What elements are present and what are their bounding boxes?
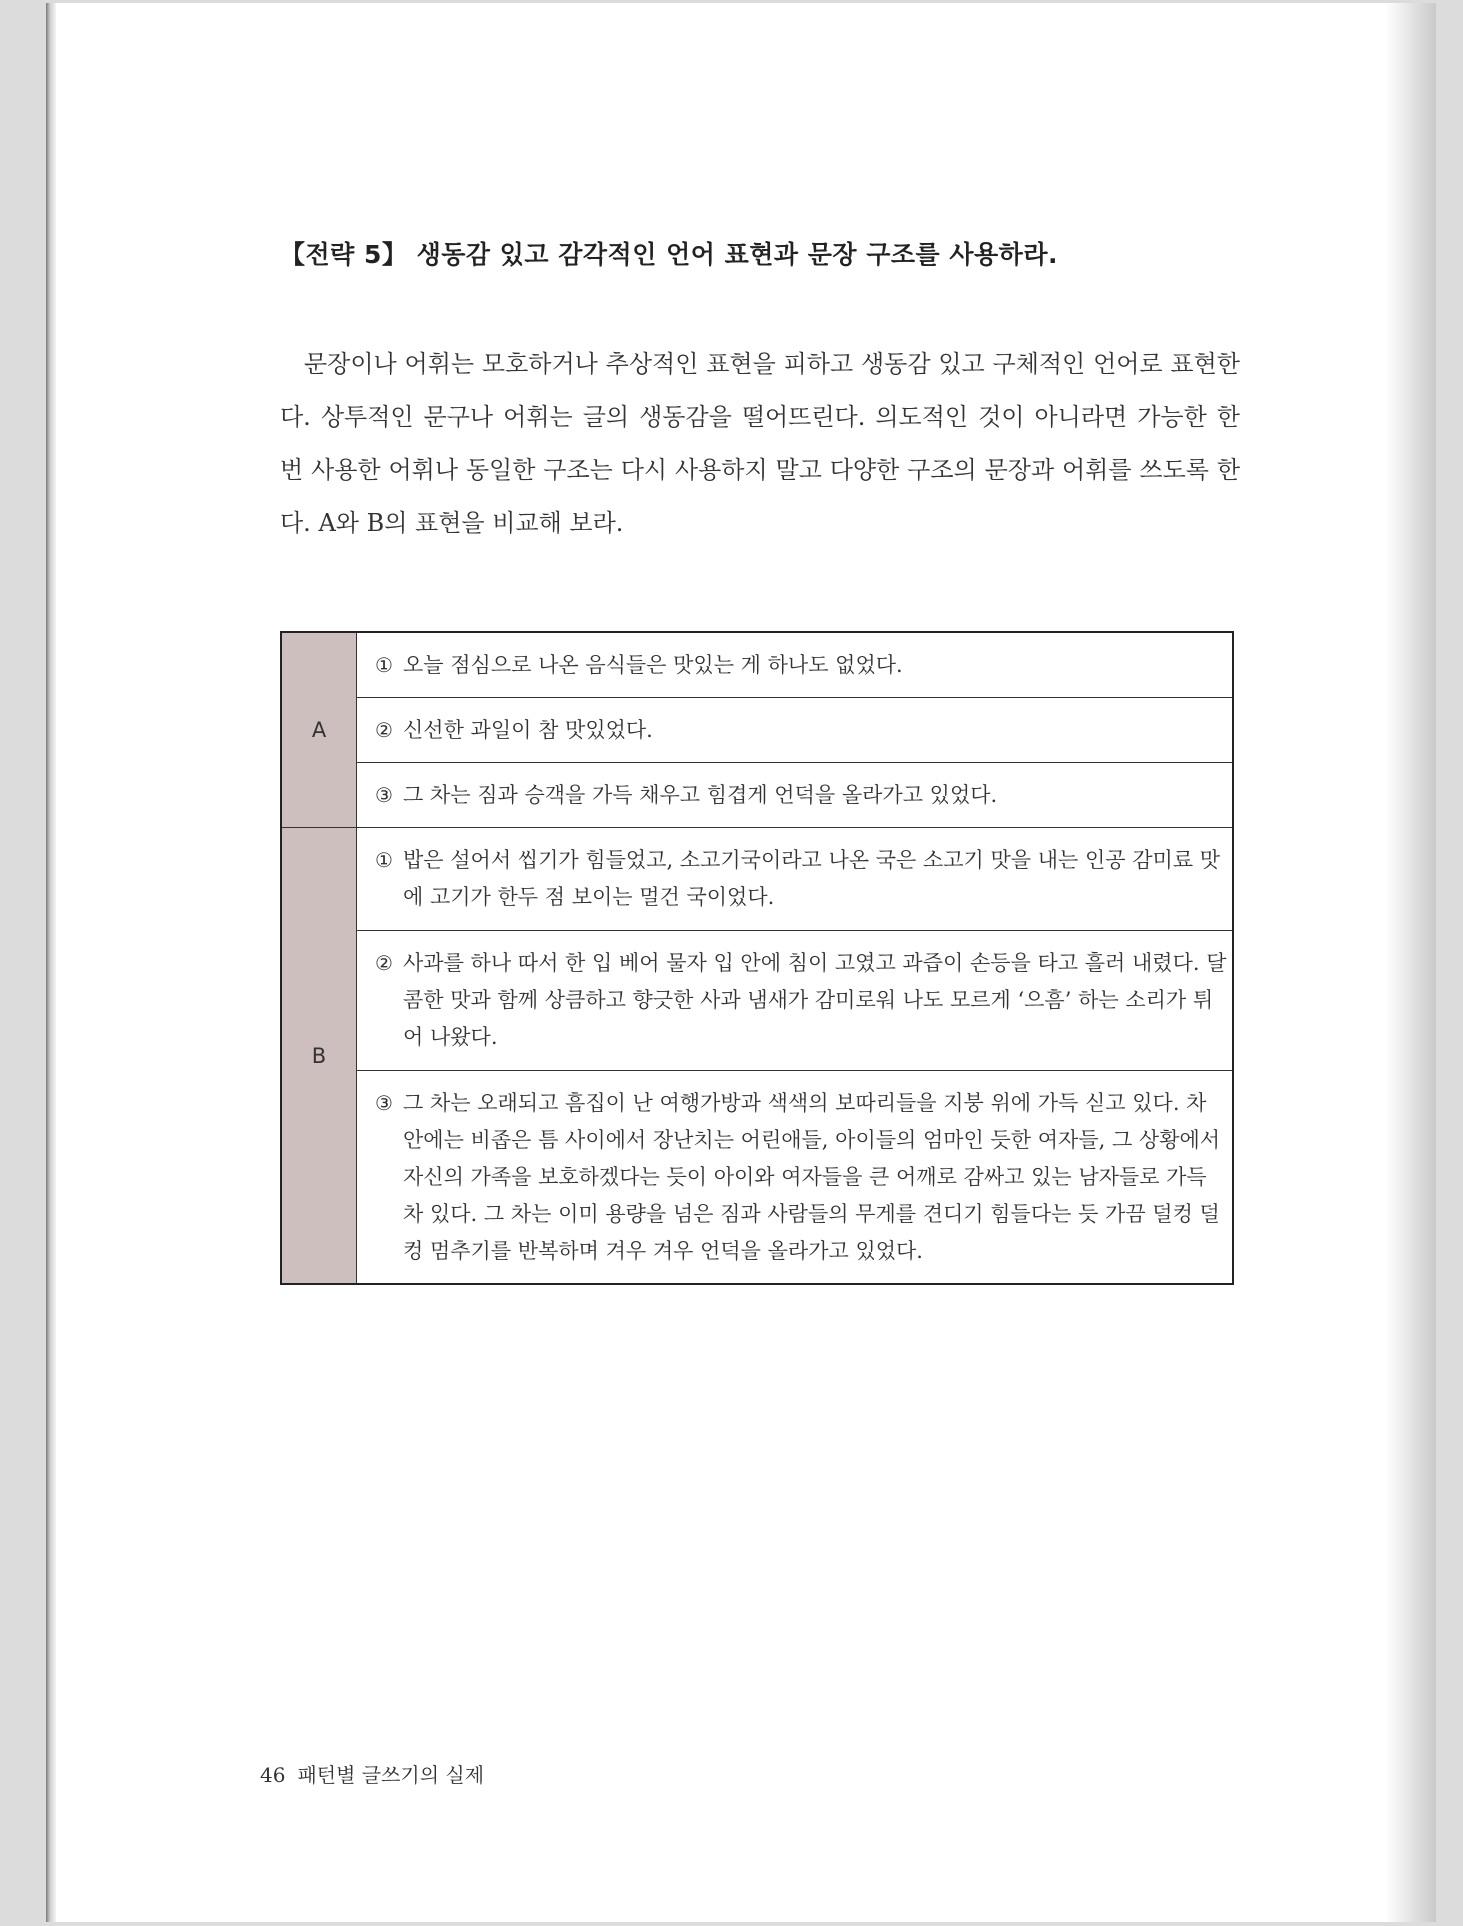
table-cell [357, 763, 1234, 828]
item-number: ② [375, 717, 393, 742]
table-cell [357, 632, 1234, 698]
page-number: 46 [260, 1763, 286, 1787]
table-row [281, 763, 1233, 828]
item-number: ③ [375, 782, 393, 807]
table-row [281, 931, 1233, 1071]
list-item [375, 777, 1232, 814]
running-title: 패턴별 글쓰기의 실제 [297, 1763, 485, 1787]
item-text: 그 차는 짐과 승객을 가득 채우고 힘겹게 언덕을 올라가고 있었다. [403, 782, 998, 807]
table-row [281, 698, 1233, 763]
page-right-shadow [1386, 3, 1436, 1922]
page-binding-edge [46, 3, 56, 1922]
table-cell [357, 698, 1234, 763]
item-text: 사과를 하나 따서 한 입 베어 물자 입 안에 침이 고였고 과즙이 손등을 타고 흘러 내렸다. 달콤한 맛과 함께 상큼하고 향긋한 사과 냄새가 감미로워 나도 모르게 ‘으흠’ 하는 소리가 튀어 나왔다. [403, 951, 1227, 1049]
comparison-table [280, 631, 1234, 1285]
item-number: ③ [375, 1090, 393, 1115]
group-label-a: A [281, 632, 357, 828]
item-number: ② [375, 951, 393, 975]
item-number: ① [375, 848, 393, 872]
list-item [375, 842, 1232, 916]
page-footer [260, 1759, 484, 1788]
item-text: 신선한 과일이 참 맛있었다. [403, 717, 653, 742]
section-heading: 【전략 5】 생동감 있고 감각적인 언어 표현과 문장 구조를 사용하라. [280, 240, 1058, 269]
table-row [281, 828, 1233, 931]
book-page [46, 3, 1436, 1922]
item-number: ① [375, 652, 393, 677]
group-label-b: B [281, 828, 357, 1285]
table-cell [357, 828, 1234, 931]
item-text: 오늘 점심으로 나온 음식들은 맛있는 게 하나도 없었다. [403, 652, 903, 677]
list-item [375, 945, 1232, 1056]
table-cell [357, 931, 1234, 1071]
item-text: 밥은 설어서 씹기가 힘들었고, 소고기국이라고 나온 국은 소고기 맛을 내는 인공 감미료 맛에 고기가 한두 점 보이는 멀건 국이었다. [403, 848, 1221, 909]
list-item [375, 647, 1232, 684]
table-row [281, 632, 1233, 698]
item-text: 그 차는 오래되고 흠집이 난 여행가방과 색색의 보따리들을 지붕 위에 가득 싣고 있다. 차 안에는 비좁은 틈 사이에서 장난치는 어린애들, 아이들의 엄마인 듯한 여자들, 그 상황에서 자신의 가족을 보호하겠다는 듯이 아이와 여자들을 큰 어깨로 감싸고 있는 남자들로 가득 차 있다. 그 차는 이미 용량을 넘은 짐과 사람들의 무게를 견디기 힘들다는 듯 가끔 덜컹 덜컹 멈추기를 반복하며 겨우 겨우 언덕을 올라가고 있었다. [403, 1090, 1221, 1263]
table-row [281, 1071, 1233, 1285]
list-item [375, 712, 1232, 749]
table-cell [357, 1071, 1234, 1285]
body-paragraph: 문장이나 어휘는 모호하거나 추상적인 표현을 피하고 생동감 있고 구체적인 언어로 표현한다. 상투적인 문구나 어휘는 글의 생동감을 떨어뜨린다. 의도적인 것이 아니라면 가능한 한 번 사용한 어휘나 동일한 구조는 다시 사용하지 말고 다양한 구조의 문장과 어휘를 쓰도록 한다. A와 B의 표현을 비교해 보라. [280, 350, 1240, 537]
list-item [375, 1085, 1232, 1270]
